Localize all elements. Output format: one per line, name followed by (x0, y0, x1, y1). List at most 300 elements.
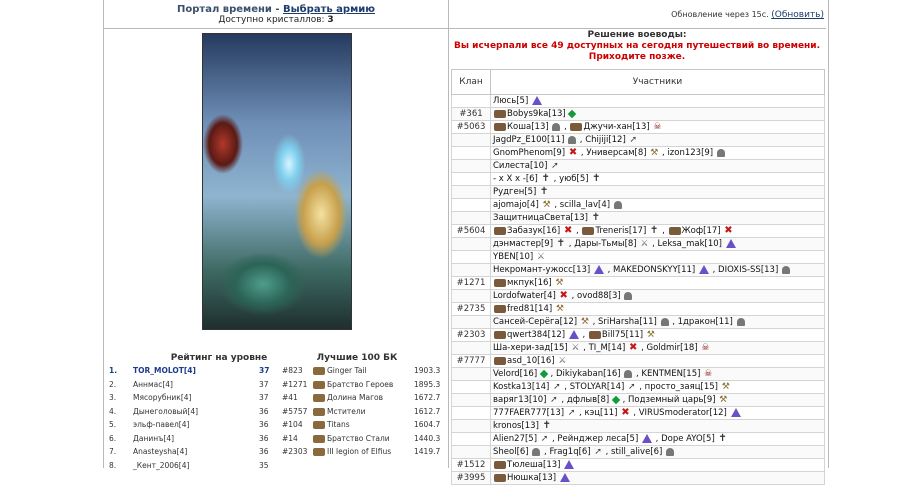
participant-row (452, 303, 825, 316)
rating-row (109, 418, 269, 432)
participant-clan-cell (452, 134, 491, 147)
participant-clan-cell: #361 (452, 108, 491, 121)
rating-position: 3. (109, 393, 117, 402)
clan-emblem-icon (494, 331, 506, 339)
clan-emblem-icon (494, 357, 506, 365)
rating-position: 1. (109, 366, 118, 375)
participant-members-cell: Alien27[5] ➚ , Рейнджер леса[5] , Dope AYO[5] ✝ (491, 433, 825, 446)
rating-position: 7. (109, 447, 117, 456)
helmet-icon (661, 318, 669, 326)
helmet-icon (737, 318, 745, 326)
participant-clan-cell: #2735 (452, 303, 491, 316)
participant-row (452, 394, 825, 407)
mage-icon (532, 96, 542, 105)
clan-rank: #5757 (282, 406, 308, 416)
participant-clan-cell (452, 394, 491, 407)
rating-value: 36 (259, 420, 269, 429)
clan-score: 1895.3 (414, 379, 441, 389)
cross-icon: ✝ (542, 419, 551, 431)
mage-icon (560, 473, 570, 482)
participant-name-link[interactable]: MAKEDONSKYY[11] (613, 265, 696, 275)
rating-row (109, 445, 269, 459)
participant-name-link[interactable]: Dikiykaban[16] (555, 369, 621, 379)
best-clan-row (282, 364, 447, 378)
participant-name-link[interactable]: Alien27[5] (493, 434, 538, 444)
participant-clan-cell: #3995 (452, 472, 491, 485)
participant-clan-cell (452, 446, 491, 459)
hammer-icon: ⚒ (555, 303, 564, 314)
participant-name-link[interactable]: дфлыв[8] (566, 395, 610, 405)
participant-clan-cell (452, 290, 491, 303)
participant-name-link[interactable]: кэц[11] (584, 408, 618, 418)
best-clan-row (282, 418, 447, 432)
clan-name-link[interactable]: Мстители (327, 406, 366, 416)
participant-name-link[interactable]: VIRUSmoderator[12] (638, 408, 727, 418)
hammer-icon: ⚒ (542, 199, 551, 210)
decision-line-1: Вы исчерпали все 49 доступных на сегодня путешествий во времени. (454, 41, 820, 51)
hammer-icon: ⚒ (580, 316, 589, 327)
rating-value: 36 (259, 447, 269, 456)
participant-members-cell: дэнмастер[9] ✝ , Дары-Тьмы[8] ⚔ , Leksa_mak[10] (491, 238, 825, 251)
participant-name-link[interactable]: Frag1q[6] (549, 447, 591, 457)
participant-name-link[interactable]: DIOXIS-SS[13] (718, 265, 779, 275)
clan-emblem-icon (313, 381, 325, 389)
participant-row (452, 277, 825, 290)
rating-position: 6. (109, 433, 117, 443)
participant-name-link[interactable]: Bobys9ka[13] (507, 109, 566, 119)
participant-name-link[interactable]: STOLYAR[14] (569, 382, 625, 392)
best-clans-list (282, 364, 447, 459)
participant-name-link[interactable]: Нюшка[13] (507, 473, 557, 483)
helmet-icon (782, 266, 790, 274)
mage-icon (699, 265, 709, 274)
participant-name-link[interactable]: Kostka13[14] (493, 382, 550, 392)
clan-emblem-icon (494, 110, 506, 118)
best-clan-row (282, 405, 447, 419)
clan-rank: #1271 (282, 379, 308, 389)
rating-player-link[interactable]: Аннмас[4] (133, 379, 173, 389)
clan-emblem-icon (582, 227, 594, 235)
participant-row (452, 108, 825, 121)
refresh-bar (450, 10, 824, 20)
cross-icon: ✝ (541, 172, 550, 184)
best-clans-title: Лучшие 100 БК (316, 353, 398, 363)
participant-name-link[interactable]: - x X x -[6] (493, 174, 538, 184)
participant-members-cell: ajomajo[4] ⚒ , scilla_lav[4] (491, 199, 825, 212)
rating-row (109, 405, 269, 419)
participant-name-link[interactable]: уюб[5] (559, 174, 589, 184)
participant-name-link[interactable]: Силеста[10] (493, 161, 548, 171)
participant-name-link[interactable]: ЗащитницаСвета[13] (493, 213, 588, 223)
participant-name-link[interactable]: GnomPhenom[9] (493, 148, 566, 158)
participant-name-link[interactable]: Sheol[6] (493, 447, 529, 457)
participant-name-link[interactable]: qwert384[12] (507, 330, 566, 340)
participant-members-cell (491, 186, 825, 199)
participant-name-link[interactable]: Коша[13] (507, 122, 549, 132)
demon-icon: ☠ (653, 121, 662, 132)
bird-icon: ➚ (551, 160, 559, 171)
rating-player-link[interactable]: Мясорубник[4] (133, 393, 192, 402)
best-clan-row (282, 432, 447, 446)
rating-value: 36 (259, 433, 269, 443)
participant-row (452, 433, 825, 446)
participant-name-link[interactable]: asd_10[16] (507, 356, 555, 366)
rating-row (109, 432, 269, 446)
participant-clan-cell (452, 238, 491, 251)
best-clan-row (282, 445, 447, 459)
participant-name-link[interactable]: Дары-Тьмы[8] (574, 239, 637, 249)
participant-name-link[interactable]: мкпук[16] (507, 278, 552, 288)
rating-row (109, 391, 269, 405)
participant-row (452, 407, 825, 420)
gem-icon (612, 395, 620, 403)
rating-title: Рейтинг на уровне (170, 353, 268, 363)
portal-header (104, 4, 448, 15)
participant-clan-cell (452, 433, 491, 446)
participant-members-cell (491, 355, 825, 368)
participant-row (452, 420, 825, 433)
participant-row (452, 121, 825, 134)
participant-members-cell: Коша[13] , Джучи-хан[13] ☠ (491, 121, 825, 134)
rating-player-link[interactable]: Данинъ[4] (133, 433, 175, 443)
participant-members-cell (491, 303, 825, 316)
decision-line-2: Приходите позже. (588, 52, 686, 62)
participant-members-cell: Kostka13[14] ➚ , STOLYAR[14] ➚ , просто_заяц[15] ⚒ (491, 381, 825, 394)
participant-members-cell (491, 108, 825, 121)
participant-name-link[interactable]: Velord[16] (493, 369, 538, 379)
portal-title: Портал времени (177, 4, 272, 15)
clan-column-header: Клан (452, 70, 491, 95)
members-column-header: Участники (491, 70, 825, 95)
participant-name-link[interactable]: Универсам[8] (586, 148, 647, 158)
cross-icon: ✝ (540, 185, 549, 197)
participant-members-cell (491, 459, 825, 472)
participant-clan-cell (452, 381, 491, 394)
choose-army-link[interactable]: Выбрать армию (283, 4, 375, 15)
participant-clan-cell: #5063 (452, 121, 491, 134)
participant-row (452, 329, 825, 342)
participant-name-link[interactable]: Рейнджер леса[5] (557, 434, 639, 444)
mage-icon (569, 330, 579, 339)
participant-name-link[interactable]: fred81[14] (507, 304, 553, 314)
participant-members-cell: qwert384[12] , Bill75[11] ⚒ (491, 329, 825, 342)
participant-row (452, 264, 825, 277)
participant-clan-cell (452, 95, 491, 108)
clan-rank: #823 (282, 366, 303, 375)
participant-clan-cell (452, 199, 491, 212)
participant-clan-cell (452, 368, 491, 381)
rating-value: 37 (259, 366, 270, 375)
clan-emblem-icon (494, 474, 506, 482)
mage-icon (726, 239, 736, 248)
participant-row (452, 160, 825, 173)
crystals-value: 3 (327, 15, 334, 25)
gem-icon (568, 109, 576, 117)
clan-name-link[interactable]: Titans (327, 420, 350, 429)
bird-icon: ➚ (594, 446, 602, 457)
clan-score: 1440.3 (414, 433, 441, 443)
participant-name-link[interactable]: просто_заяц[15] (644, 382, 718, 392)
clan-emblem-icon (313, 367, 325, 375)
participant-row (452, 134, 825, 147)
participant-row (452, 446, 825, 459)
participant-row (452, 290, 825, 303)
demon-icon: ☠ (701, 342, 710, 353)
hammer-icon: ⚒ (719, 394, 728, 405)
participant-row (452, 147, 825, 160)
participant-row (452, 368, 825, 381)
crossed-swords-icon: ✖ (568, 146, 578, 158)
best-clan-row (282, 391, 447, 405)
participant-row (452, 186, 825, 199)
participant-name-link[interactable]: Джучи-хан[13] (583, 122, 650, 132)
cross-icon: ✝ (592, 172, 601, 184)
participant-members-cell (491, 472, 825, 485)
participant-row (452, 238, 825, 251)
participant-name-link[interactable]: Lordofwater[4] (493, 291, 556, 301)
participant-name-link[interactable]: Dope AYO[5] (661, 434, 715, 444)
rating-player-link[interactable]: Дынеголовый[4] (133, 406, 199, 416)
cross-icon: ✝ (718, 432, 727, 444)
clan-emblem-icon (570, 123, 582, 131)
header-divider (104, 28, 826, 29)
helmet-icon (532, 448, 540, 456)
participant-row (452, 472, 825, 485)
clan-name-link[interactable]: III legion of Elfius (327, 447, 392, 456)
participant-row (452, 95, 825, 108)
rating-value: 35 (259, 460, 269, 470)
portal-artwork-image (202, 33, 352, 330)
participant-name-link[interactable]: Chijiji[12] (585, 135, 626, 145)
participant-members-cell: Забазук[16] ✖ , Treneris[17] ✝ , Жоф[17] ✖ (491, 225, 825, 238)
participant-members-cell: Sheol[6] , Frag1q[6] ➚ , still_alive[6] (491, 446, 825, 459)
mage-icon (731, 408, 741, 417)
participant-members-cell (491, 212, 825, 225)
rating-player-link[interactable]: Anasteysha[4] (133, 447, 188, 456)
participant-clan-cell (452, 420, 491, 433)
participant-name-link[interactable]: TI_M[14] (588, 343, 626, 353)
participant-clan-cell (452, 251, 491, 264)
demon-icon: ☠ (704, 368, 713, 379)
participant-clan-cell: #7777 (452, 355, 491, 368)
hammer-icon: ⚒ (721, 381, 730, 392)
participant-name-link[interactable]: Люсь[5] (493, 96, 529, 106)
participant-name-link[interactable]: Ша-хери-зад[15] (493, 343, 568, 353)
clan-emblem-icon (313, 421, 325, 429)
sword-icon: ⚔ (640, 238, 649, 249)
participant-name-link[interactable]: ajomajo[4] (493, 200, 539, 210)
participant-members-cell: - x X x -[6] ✝ , уюб[5] ✝ (491, 173, 825, 186)
participant-clan-cell (452, 160, 491, 173)
bird-icon: ➚ (628, 381, 636, 392)
rating-position: 4. (109, 406, 117, 416)
participant-members-cell (491, 95, 825, 108)
crossed-swords-icon: ✖ (621, 406, 630, 418)
rating-player-link[interactable]: _Кент_2006[4] (133, 460, 190, 470)
participant-name-link[interactable]: Leksa_mak[10] (657, 239, 722, 249)
participant-name-link[interactable]: scilla_lav[4] (559, 200, 611, 210)
sword-icon: ⚔ (571, 342, 580, 353)
participant-clan-cell (452, 316, 491, 329)
participant-row (452, 342, 825, 355)
participant-members-cell (491, 160, 825, 173)
helmet-icon (614, 201, 622, 209)
cross-icon: ✝ (556, 237, 566, 249)
rating-row (109, 378, 269, 392)
participant-name-link[interactable]: ovod88[3] (577, 291, 621, 301)
rating-value: 36 (259, 406, 269, 416)
participant-row (452, 173, 825, 186)
cross-icon: ✝ (650, 224, 659, 236)
participant-row (452, 212, 825, 225)
rating-position: 5. (109, 420, 117, 429)
participant-members-cell: 777FAER777[13] ➚ , кэц[11] ✖ , VIRUSmoderator[12] (491, 407, 825, 420)
best-clan-row (282, 378, 447, 392)
rating-position: 2. (109, 379, 117, 389)
participant-name-link[interactable]: YBEN[10] (493, 252, 534, 262)
participant-name-link[interactable]: Забазук[16] (507, 226, 561, 236)
participant-row (452, 225, 825, 238)
bird-icon: ➚ (540, 433, 549, 444)
participant-clan-cell (452, 173, 491, 186)
gem-icon (540, 369, 548, 377)
participant-members-cell: Некромант-ужосс[13] , MAKEDONSKYY[11] , DIOXIS-SS[13] (491, 264, 825, 277)
crystals-info (104, 15, 448, 25)
participant-members-cell: Сансей-Серёга[12] ⚒ , SriHarsha[11] , 1дракон[11] (491, 316, 825, 329)
participant-name-link[interactable]: izon123[9] (667, 148, 714, 158)
participant-name-link[interactable]: Bill75[11] (601, 330, 644, 340)
clan-emblem-icon (313, 448, 325, 456)
helmet-icon (666, 448, 674, 456)
participant-members-cell: варяг13[10] ➚ , дфлыв[8] , Подземный царь[9] ⚒ (491, 394, 825, 407)
rating-row (109, 364, 269, 378)
participant-name-link[interactable]: SriHarsha[11] (598, 317, 657, 327)
participant-name-link[interactable]: 1дракон[11] (677, 317, 733, 327)
clan-name-link[interactable]: Ginger Tail (327, 366, 367, 375)
clan-score: 1903.3 (414, 366, 441, 375)
participant-name-link[interactable]: Жоф[17] (681, 226, 721, 236)
clan-emblem-icon (669, 227, 681, 235)
participant-name-link[interactable]: 777FAER777[13] (493, 408, 565, 418)
participant-name-link[interactable]: варяг13[10] (493, 395, 547, 405)
helmet-icon (568, 136, 576, 144)
bird-icon: ➚ (629, 134, 638, 145)
bird-icon: ➚ (550, 394, 558, 405)
participant-clan-cell (452, 407, 491, 420)
clan-emblem-icon (313, 394, 325, 402)
clan-emblem-icon (494, 279, 506, 287)
participant-clan-cell (452, 212, 491, 225)
clan-emblem-icon (494, 461, 506, 469)
clan-emblem-icon (313, 408, 325, 416)
participant-members-cell (491, 420, 825, 433)
crystals-label: Доступно кристаллов: (218, 15, 328, 25)
hammer-icon: ⚒ (646, 329, 655, 340)
participant-clan-cell (452, 147, 491, 160)
participant-name-link[interactable]: KENTMEN[15] (641, 369, 701, 379)
title-separator: - (271, 4, 284, 15)
participant-clan-cell: #1271 (452, 277, 491, 290)
participant-members-cell: Velord[16] , Dikiykaban[16] , KENTMEN[15] ☠ (491, 368, 825, 381)
sword-icon: ⚔ (558, 355, 567, 366)
refresh-link[interactable]: (Обновить) (771, 10, 824, 20)
clan-score: 1604.7 (414, 420, 441, 429)
clan-emblem-icon (589, 331, 601, 339)
participant-name-link[interactable]: Тюлеша[13] (507, 460, 561, 470)
clan-emblem-icon (494, 227, 506, 235)
helmet-icon (624, 292, 632, 300)
clan-score: 1419.7 (414, 447, 441, 456)
rating-player-link[interactable]: TOR_MOLOT[4] (133, 366, 196, 375)
decision-title: Решение воеводы: (587, 30, 687, 40)
participant-row (452, 199, 825, 212)
clan-rank: #41 (282, 393, 298, 402)
rating-value: 37 (259, 393, 269, 402)
mage-icon (594, 265, 604, 274)
sword-icon: ⚔ (536, 251, 545, 262)
participant-clan-cell: #5604 (452, 225, 491, 238)
participant-clan-cell (452, 342, 491, 355)
crossed-swords-icon: ✖ (629, 341, 638, 353)
clan-name-link[interactable]: Братство Героев (327, 379, 394, 389)
clan-emblem-icon (494, 305, 506, 313)
helmet-icon (717, 149, 725, 157)
mage-icon (642, 434, 652, 443)
clan-emblem-icon (313, 435, 325, 443)
clan-name-link[interactable]: Братство Стали (327, 433, 390, 443)
participant-row (452, 459, 825, 472)
participant-name-link[interactable]: Treneris[17] (595, 226, 647, 236)
clan-name-link[interactable]: Долина Магов (327, 393, 384, 402)
participant-clan-cell (452, 264, 491, 277)
participant-clan-cell: #1512 (452, 459, 491, 472)
decision-message (450, 41, 824, 63)
participant-members-cell: Ша-хери-зад[15] ⚔ , TI_M[14] ✖ , Goldmir[18] ☠ (491, 342, 825, 355)
participant-name-link[interactable]: JagdPz_E100[11] (493, 135, 565, 145)
participant-name-link[interactable]: Рудген[5] (493, 187, 537, 197)
participant-row (452, 251, 825, 264)
participant-name-link[interactable]: kronos[13] (493, 421, 539, 431)
rating-player-link[interactable]: эльф-павел[4] (133, 420, 190, 429)
clan-rank: #14 (282, 433, 298, 443)
clan-score: 1612.7 (414, 406, 441, 416)
bird-icon: ➚ (567, 407, 576, 418)
participant-name-link[interactable]: Goldmir[18] (646, 343, 698, 353)
rating-position: 8. (109, 460, 117, 470)
participant-name-link[interactable]: Сансей-Серёга[12] (493, 317, 578, 327)
rating-value: 37 (259, 379, 269, 389)
crossed-swords-icon: ✖ (559, 289, 568, 301)
participant-row (452, 355, 825, 368)
helmet-icon (552, 123, 560, 131)
crossed-swords-icon: ✖ (724, 224, 733, 236)
clan-rank: #104 (282, 420, 303, 429)
participant-name-link[interactable]: дэнмастер[9] (493, 239, 554, 249)
hammer-icon: ⚒ (650, 147, 659, 158)
participant-name-link[interactable]: Некромант-ужосс[13] (493, 265, 591, 275)
column-divider (448, 0, 449, 468)
participant-members-cell (491, 251, 825, 264)
participant-members-cell: JagdPz_E100[11] , Chijiji[12] ➚ (491, 134, 825, 147)
participant-name-link[interactable]: Подземный царь[9] (627, 395, 716, 405)
participant-name-link[interactable]: still_alive[6] (611, 447, 663, 457)
rating-list (109, 364, 269, 472)
participant-row (452, 381, 825, 394)
clan-rank: #2303 (282, 447, 308, 456)
refresh-timer: Обновление через 15с. (671, 10, 769, 19)
bird-icon: ➚ (553, 381, 561, 392)
participant-members-cell (491, 277, 825, 290)
